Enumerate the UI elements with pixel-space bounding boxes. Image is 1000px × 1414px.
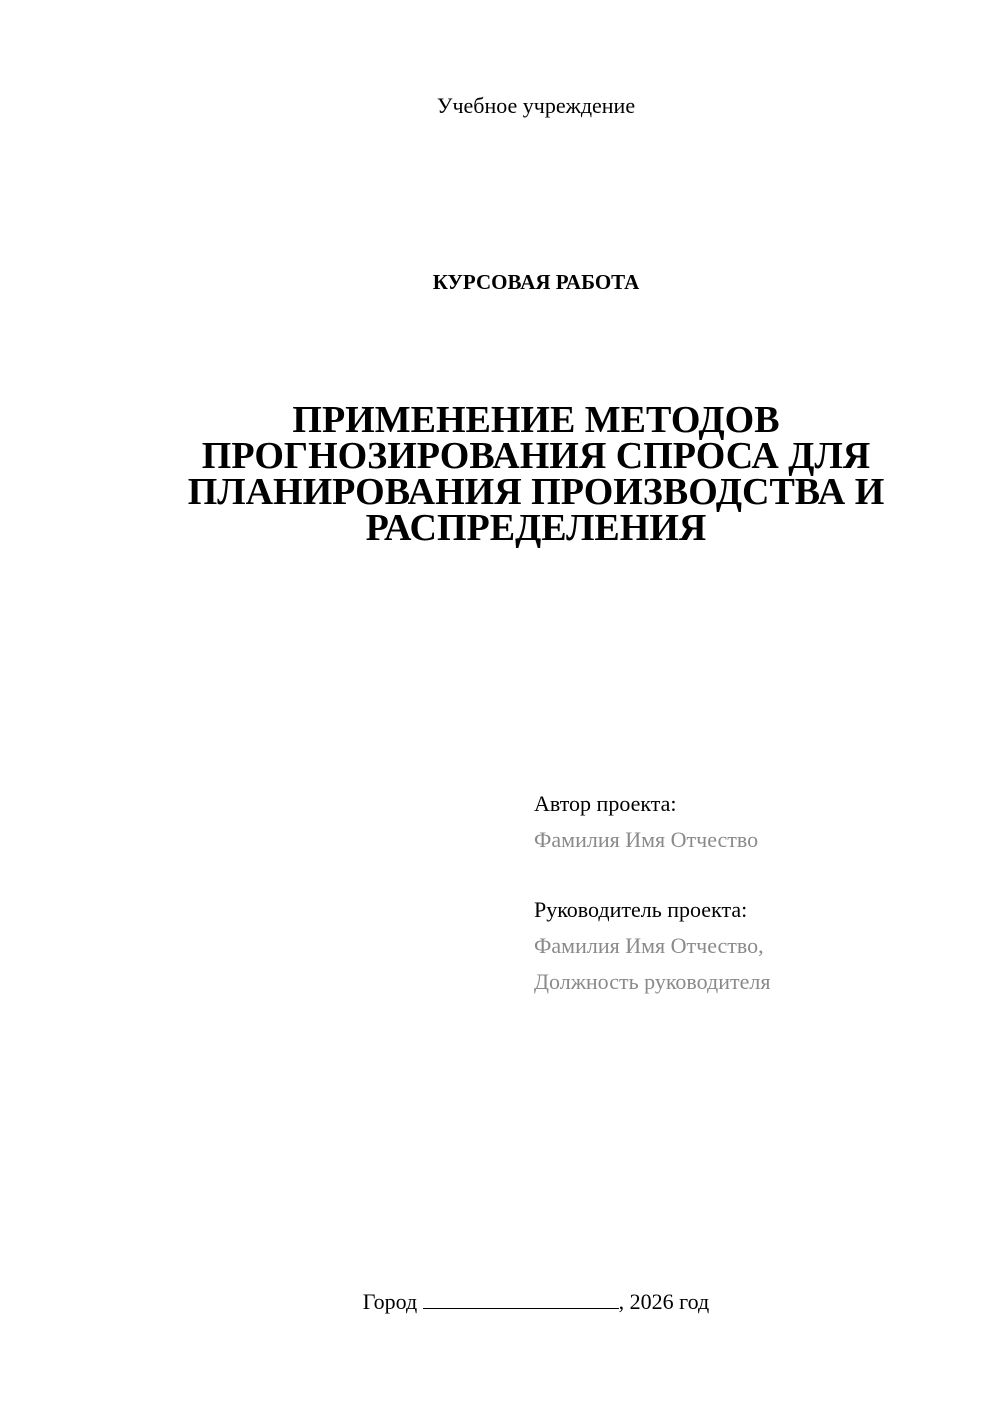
document-type: КУРСОВАЯ РАБОТА <box>432 270 640 294</box>
supervisor-block <box>534 892 770 1000</box>
supervisor-label: Руководитель проекта: <box>534 897 748 922</box>
work-title-line: ПРОГНОЗИРОВАНИЯ СПРОСА ДЛЯ <box>201 435 871 477</box>
author-name: Фамилия Имя Отчество <box>534 827 759 852</box>
supervisor-name: Фамилия Имя Отчество, <box>534 933 764 958</box>
author-block <box>534 786 758 858</box>
institution-name: Учебное учреждение <box>436 93 636 118</box>
work-title-line: ПЛАНИРОВАНИЯ ПРОИЗВОДСТВА И <box>187 471 885 513</box>
supervisor-position: Должность руководителя <box>534 969 771 994</box>
year-text: , 2026 год <box>618 1289 710 1314</box>
work-title-line: ПРИМЕНЕНИЕ МЕТОДОВ <box>292 399 780 441</box>
city-label: Город <box>362 1289 418 1314</box>
footer-city-year <box>0 1287 1000 1317</box>
work-title-line: РАСПРЕДЕЛЕНИЯ <box>365 507 707 549</box>
work-title <box>150 399 922 549</box>
author-label: Автор проекта: <box>534 791 677 816</box>
city-blank-line <box>423 1288 619 1309</box>
